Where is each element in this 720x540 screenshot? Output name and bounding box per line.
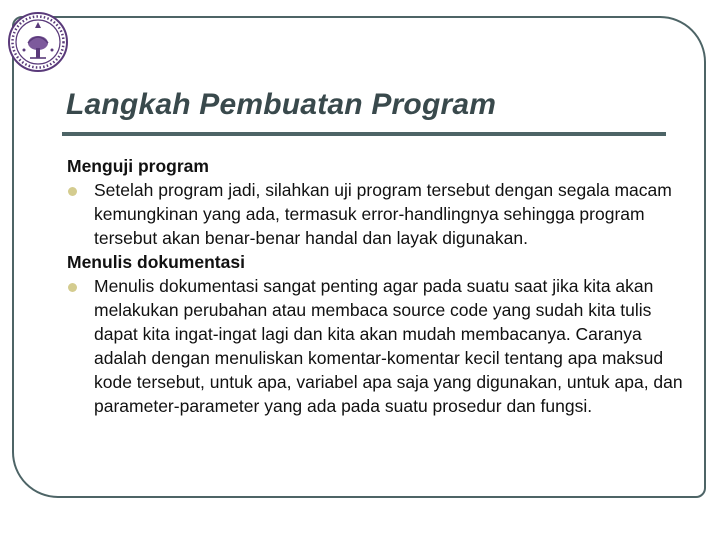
slide-content (67, 154, 687, 418)
bullet-dot-icon (68, 187, 77, 196)
bullet-item-testing (67, 178, 687, 250)
title-underline (62, 132, 666, 136)
bullet-text-testing: Setelah program jadi, silahkan uji program tersebut dengan segala macam kemungkinan yang ada, termasuk error-handlingnya sehingga program tersebut akan benar-benar handal dan layak digunakan. (94, 180, 672, 248)
slide-title: Langkah Pembuatan Program (66, 88, 497, 121)
bullet-item-documentation (67, 274, 687, 418)
bullet-text-documentation: Menulis dokumentasi sangat penting agar pada suatu saat jika kita akan melakukan perubahan atau membaca source code yang sudah kita tulis dapat kita ingat-ingat lagi dan kita akan mudah membacanya. Caranya adalah dengan menuliskan komentar-komentar kecil tentang apa maksud kode tersebut, untuk apa, variabel apa saja yang digunakan, untuk apa, dan parameter-parameter yang ada pada suatu prosedur dan fungsi. (94, 276, 683, 416)
section-heading-testing: Menguji program (67, 156, 209, 176)
bullet-dot-icon (68, 283, 77, 292)
section-heading-documentation: Menulis dokumentasi (67, 252, 245, 272)
university-seal-icon (6, 10, 70, 74)
